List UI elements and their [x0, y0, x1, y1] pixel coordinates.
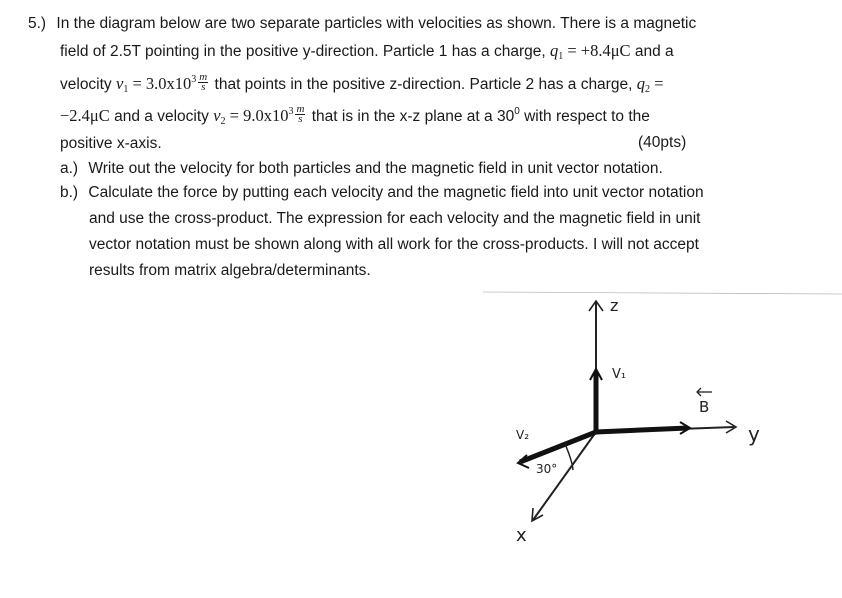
respect-text: with respect to the	[519, 108, 650, 125]
points-label: (40pts)	[638, 134, 687, 151]
q1-value: = +8.4μC	[563, 41, 631, 60]
v1-value: = $3.0x10^3$	[128, 74, 197, 93]
b-vector	[596, 428, 688, 432]
positive-x-text: positive x-axis.	[60, 135, 162, 152]
v2-label: V₂	[516, 428, 530, 442]
degree-sup: 0	[514, 106, 520, 117]
part-b-label: b.)	[60, 184, 79, 201]
b-label: B	[699, 398, 710, 416]
y-label: y	[748, 422, 760, 446]
part-b-text-4: results from matrix algebra/determinants.	[89, 262, 371, 279]
scan-line	[483, 292, 842, 294]
part-b-text-2: and use the cross-product. The expression for each velocity and the magnetic field in unit	[89, 210, 701, 227]
part-b-text-3: vector notation must be shown along with all work for the cross-products. I will not accept	[89, 236, 699, 253]
v2-value: = $9.0x10^3$	[225, 106, 294, 125]
problem-intro: In the diagram below are two separate particles with velocities as shown. There is a magnetic	[56, 15, 697, 32]
q1-symbol: $q_1$	[549, 41, 564, 62]
angle-arc	[565, 444, 573, 470]
q2-equals: =	[649, 74, 664, 93]
field-text: field of 2.5T pointing in the positive y-direction. Particle 1 has a charge,	[60, 43, 550, 60]
part-a-text: Write out the velocity for both particles and the magnetic field in unit vector notation.	[88, 160, 663, 177]
x-label: x	[516, 525, 527, 546]
v1-symbol: $v_1$	[116, 74, 129, 95]
q2-value: −2.4μC	[60, 106, 110, 125]
angle-label: 30°	[536, 462, 558, 476]
unit-fraction-1: $\frac{m}{s}$	[199, 71, 208, 94]
part-a-label: a.)	[60, 160, 79, 177]
unit-fraction-2: $\frac{m}{s}$	[296, 103, 305, 126]
z-direction-text: that points in the positive z-direction. Particle 2 has a charge,	[210, 76, 637, 93]
problem-number: 5.)	[28, 15, 47, 32]
z-label: z	[610, 296, 619, 315]
v2-symbol: $v_2$	[213, 106, 226, 127]
and-text: and a	[630, 43, 674, 60]
q2-symbol: $q_2$	[636, 74, 650, 95]
v1-label: V₁	[612, 367, 627, 382]
part-b-text-1: Calculate the force by putting each velocity and the magnetic field into unit vector notation	[88, 184, 704, 201]
velocity-text: velocity	[60, 76, 116, 93]
plane-text: that is in the x-z plane at a 30	[307, 108, 515, 125]
velocity2-text: and a velocity	[109, 108, 214, 125]
